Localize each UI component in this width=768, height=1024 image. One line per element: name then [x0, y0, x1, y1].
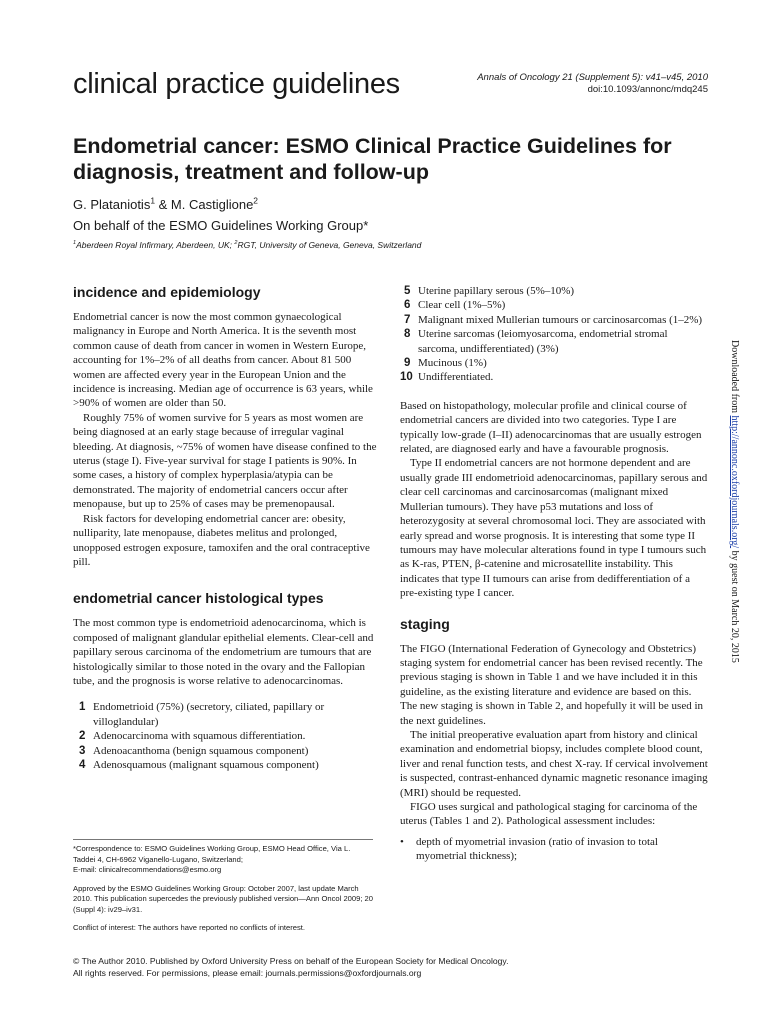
on-behalf-line: On behalf of the ESMO Guidelines Working Group* [73, 218, 369, 233]
copyright [73, 955, 508, 979]
affil-2-sup: 2 [234, 240, 238, 247]
list-item [400, 835, 708, 864]
list-item [400, 298, 708, 312]
correspondence-note: *Correspondence to: ESMO Guidelines Working Group, ESMO Head Office, Via L. Taddei 4, CH-6962 Viganello-Lugano, Switzerland; [73, 844, 351, 864]
list-text: Mucinous (1%) [418, 357, 487, 370]
list-item [400, 370, 708, 384]
list-text: Adenocarcinoma with squamous differentiation. [93, 730, 306, 743]
histological-paragraph-2: Based on histopathology, molecular profile and clinical course of endometrial cancers are divided into two categories. Type I are typically low-grade (I–II) adenocarcinomas that are usually estrogen related, are diagnosed early and have a favourable prognosis. [400, 399, 702, 456]
heading-incidence: incidence and epidemiology [73, 284, 261, 300]
list-item [73, 729, 379, 743]
list-text: Adenosquamous (malignant squamous component) [93, 758, 319, 771]
incidence-paragraph-1: Endometrial cancer is now the most common gynaecological malignancy in Europe and North America. It is the seventh most common cause of death from cancer in women in Western Europe, accounting for 1%–2% of all deaths from cancer. About 81 500 women are affected every year in the European Union and the incidence is increasing. Median age of occurrence is 63 years, while >90% of women are older than 50. [73, 311, 373, 410]
journal-name: clinical practice guidelines [73, 68, 400, 100]
list-item [400, 327, 708, 356]
citation-doi: doi:10.1093/annonc/mdq245 [587, 84, 708, 95]
list-number: 2 [79, 730, 86, 743]
citation-line-1: Annals of Oncology 21 (Supplement 5): v41–v45, 2010 [477, 72, 708, 83]
list-text: Uterine sarcomas (leiomyosarcoma, endometrial stromal sarcoma, undifferentiated) (3%) [418, 328, 668, 355]
list-item [400, 284, 708, 298]
list-item [73, 758, 379, 772]
histological-paragraph-3: Type II endometrial cancers are not hormone dependent and are usually grade III endometrioid adenocarcinomas, papillary serous and clear cell carcinomas and carcinosarcomas (malignant mixed Mullerian tumours). They have p53 mutations and loss of heterozygosity at several chromosomal loci. They are associated with early spread and worse prognosis. It is interesting that some type II tumours may have molecular alterations found in type I tumours such as K-ras, PTEN, β-catenine and microsatellite instability. This indicates that type II tumours can arise from dedifferentiation of a pre-existing type I cancer. [400, 457, 708, 600]
list-number: 6 [404, 299, 411, 312]
conflict-note: Conflict of interest: The authors have reported no conflicts of interest. [73, 923, 306, 932]
list-item [73, 700, 379, 729]
list-text: depth of myometrial invasion (ratio of invasion to total myometrial thickness); [416, 835, 658, 863]
list-number: 1 [79, 701, 86, 714]
affil-1: Aberdeen Royal Infirmary, Aberdeen, UK; [76, 240, 235, 250]
affil-1-sup: 1 [73, 240, 77, 247]
list-number: 4 [79, 758, 86, 771]
affiliations [73, 240, 421, 250]
list-number: 9 [404, 357, 411, 370]
list-text: Adenoacanthoma (benign squamous component) [93, 744, 309, 757]
copyright-line-1: © The Author 2010. Published by Oxford University Press on behalf of the European Society for Medical Oncology. [73, 956, 509, 966]
email-note: E-mail: clinicalrecommendations@esmo.org [73, 865, 222, 874]
list-text: Uterine papillary serous (5%–10%) [418, 285, 575, 297]
download-note-prefix: Downloaded from [729, 340, 740, 416]
list-text: Endometrioid (75%) (secretory, ciliated, papillary or villoglandular) [93, 701, 325, 728]
list-number: 7 [404, 313, 411, 326]
approval-note: Approved by the ESMO Guidelines Working Group: October 2007, last update March 2010. This publication supercedes the previously published version—Ann Oncol 2009; 20 (Suppl 4): iv29–iv31. [73, 883, 374, 914]
staging-paragraph-3: FIGO uses surgical and pathological staging for carcinoma of the uterus (Tables 1 and 2). Pathological assessment includes: [400, 801, 698, 828]
list-number: 3 [79, 744, 86, 757]
list-text: Undifferentiated. [418, 371, 494, 384]
list-text: Malignant mixed Mullerian tumours or carcinosarcomas (1–2%) [418, 313, 703, 326]
incidence-paragraph-2: Roughly 75% of women survive for 5 years as most women are being diagnosed at an early stage because of irregular vaginal bleeding. At diagnosis, ~75% of women have disease confined to the uterus (stage I). Five-year survival for stage I patients is 90%. In some cases, a history of complex hyperplasia/atypia can be demonstrated. The majority of endometrial cancers occur after menopause, but up to 25% of cases may be premenopausal. [73, 411, 377, 511]
citation [477, 72, 708, 96]
author-1-affil: 1 [150, 195, 156, 206]
left-column [73, 283, 379, 772]
list-number: 8 [404, 328, 411, 341]
author-2-affil: 2 [253, 195, 258, 206]
staging-paragraph-1: The FIGO (International Federation of Gynecology and Obstetrics) staging system for endometrial cancer has been revised recently. The previous staging is shown in Table 1 and we have included it in this guideline, as the existing literature and evidence are based on this. The new staging is shown in Table 2, and hopefully it will be used in the next guidelines. [400, 642, 704, 727]
right-column [400, 284, 708, 864]
list-number: 10 [400, 371, 413, 384]
histological-types-list-continued [400, 284, 708, 385]
copyright-line-2: All rights reserved. For permissions, please email: journals.permissions@oxfordjournals.org [73, 968, 422, 978]
list-text: Clear cell (1%–5%) [418, 299, 506, 312]
histological-types-list [73, 700, 379, 772]
bullet: • [400, 835, 404, 848]
author-line [73, 197, 258, 213]
download-link[interactable]: http://annonc.oxfordjournals.org/ [729, 415, 740, 549]
list-item [73, 744, 379, 758]
list-item [400, 356, 708, 370]
author-1: G. Plataniotis [73, 197, 151, 212]
author-2: & M. Castiglione [155, 197, 254, 212]
heading-staging: staging [400, 615, 450, 632]
pathological-assessment-list [400, 835, 708, 864]
staging-paragraph-2: The initial preoperative evaluation apart from history and clinical examination and endometrial biopsy, includes complete blood count, liver and renal function tests, and chest X-ray. If cervical involvement is suspected, contrast-enhanced dynamic magnetic resonance imaging (MRI) should be requested. [400, 728, 708, 799]
list-number: 5 [404, 285, 411, 297]
footnotes [73, 839, 373, 934]
download-note [729, 340, 740, 680]
list-item [400, 313, 708, 327]
histological-paragraph-1: The most common type is endometrioid adenocarcinoma, which is composed of malignant glandular epithelial elements. Clear-cell and papillary serous carcinoma of the endometrium are tumours that are histologically similar to those noted in the ovary and the Fallopian tube, and the prognosis is worse relative to adenocarcinomas. [73, 617, 374, 687]
download-note-suffix: by guest on March 20, 2015 [729, 548, 740, 663]
incidence-paragraph-3: Risk factors for developing endometrial cancer are: obesity, nulliparity, late menopause, diabetes melitus and prolonged, unopposed estrogen exposure, tamoxifen and the oral contraceptive pill. [73, 512, 370, 568]
article-title: Endometrial cancer: ESMO Clinical Practice Guidelines for diagnosis, treatment and follow-up [73, 134, 672, 184]
heading-histological-types: endometrial cancer histological types [73, 590, 324, 607]
affil-2: RGT, University of Geneva, Geneva, Switzerland [237, 240, 422, 250]
